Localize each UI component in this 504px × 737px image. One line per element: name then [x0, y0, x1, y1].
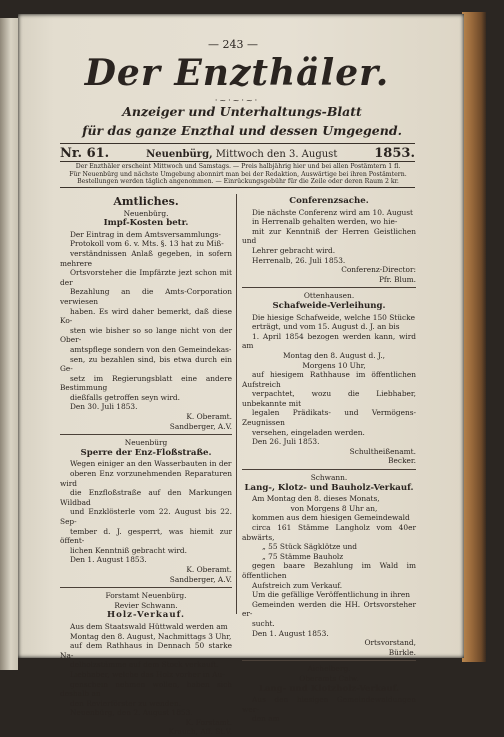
article-place: Neuenbürg.: [123, 208, 169, 218]
issue-number: Nr. 61.: [60, 146, 110, 161]
body-line: gegen baare Bezahlung im Wald im öffentlichen: [242, 561, 416, 580]
body-line: Morgens 10 Uhr,: [302, 360, 366, 370]
body-line: amtspflege sondern von den Gemeindekas-: [70, 344, 232, 354]
body-line: Lehrer gebracht wird.: [252, 245, 336, 255]
body-line: Um die gefällige Veröffentlichung in ihren: [252, 590, 411, 600]
article-heading: Conferenzsache.: [289, 196, 369, 206]
body-line: haben. Es wird daher bemerkt, daß diese Ko-: [60, 306, 232, 326]
article-place: Ottenhausen.: [303, 291, 355, 301]
article-heading: Schafweide-Verleihung.: [272, 300, 386, 311]
article-body: [242, 313, 416, 438]
issue-year: 1853.: [374, 146, 415, 161]
body-line: Am Montag den 8. dieses Monats,: [252, 494, 380, 504]
article-enz-flossstrasse: [60, 438, 232, 584]
article-separator: [242, 660, 416, 661]
masthead-subtitle-2: für das ganze Enzthal und dessen Umgegend.: [82, 123, 402, 138]
article-office: K. Oberamt.: [186, 564, 232, 574]
article-body: [60, 230, 232, 403]
body-line: oberen Enz vorzunehmenden Reparaturen wird: [60, 469, 232, 488]
notice-line: Für Neuenbürg und nächste Umgebung abonnirt man bei der Redaktion, Auswärtige bei ihren Postämtern.: [69, 170, 407, 178]
article-place-2: Revier Schwann.: [114, 600, 178, 610]
article-office: Schultheißenamt.: [349, 446, 416, 456]
body-line: mit zur Kenntniß der Herren Geistlichen und: [242, 226, 416, 246]
body-line: delholzstämme auf dem Stock verkauft.: [70, 660, 219, 670]
article-date: Den 1. August 1853.: [70, 555, 147, 565]
article-signer: Bürkle.: [388, 647, 416, 657]
body-line: tember d. J. gesperrt, was hiemit zur öffent-: [60, 526, 232, 546]
article-heading: Lang-, Klotz- und Bauholz-Verkauf.: [244, 482, 414, 493]
header-rule-bottom: [60, 187, 415, 188]
body-line: den Revierförster zu wenden.: [70, 698, 182, 708]
body-line: Wegen einiger an den Wasserbauten in der: [70, 459, 232, 469]
article-body: [242, 208, 416, 256]
body-line: genschein nehmen wollen, haben sich deshalb an: [60, 679, 232, 699]
article-signer: Becker.: [388, 456, 416, 466]
issue-date: Mittwoch den 3. August: [215, 149, 338, 160]
issue-place-date: [146, 149, 337, 160]
body-line: Ortsvorsteher die Impfärzte jezt schon mit der: [60, 268, 232, 287]
right-column: [242, 196, 416, 724]
body-line: 1. April 1854 bezogen werden kann, wird am: [242, 331, 416, 351]
header-rule-mid: [60, 161, 415, 162]
body-line: die Enzfloßstraße auf den Markungen Wildbad: [60, 488, 232, 507]
body-line: den am: [252, 714, 280, 724]
article-signer: Pfr. Blum.: [378, 274, 416, 284]
article-signer: Sandberger, A.V.: [169, 421, 232, 431]
article-separator: [242, 287, 416, 288]
body-line: Protokoll vom 6. v. Mts. §. 13 hat zu Miß-: [70, 239, 224, 249]
article-date: Den 26. Juli 1853.: [252, 437, 320, 447]
article-signer: Sandberger, A.V.: [169, 574, 232, 584]
notice-line: Bestellungen werden täglich angenommen. — Einrückungsgebühr für die Zeile oder deren Raum 2 kr.: [77, 178, 399, 186]
article-date: Den 1. August 1853.: [252, 628, 329, 638]
article-separator: [60, 587, 232, 588]
article-date: Den 30. Juli 1853.: [70, 402, 138, 412]
subscription-notice: [62, 163, 414, 186]
article-date: Herrenalb, 26. Juli 1853.: [252, 255, 346, 265]
body-line: legalen Prädikats- und Vermögens-Zeugnissen: [242, 408, 416, 428]
body-line: setz im Regierungsblatt eine andere Bestimmung: [60, 373, 232, 393]
article-separator: [60, 434, 232, 435]
book-binding-edge: [462, 12, 486, 662]
article-body: [242, 494, 416, 628]
body-line: Die hiesige Schafweide, welche 150 Stücke: [252, 312, 416, 322]
article-place: Neuenbürg: [124, 438, 168, 448]
column-divider: [236, 194, 237, 614]
body-line: Liebhaber, welche das Holz vorher in Au-: [70, 669, 225, 679]
masthead-title: Der Enzthäler.: [84, 52, 390, 94]
body-line: Aufstreich zum Verkauf.: [252, 580, 343, 590]
body-line: auf hiesigem Rathhause im öffentlichen Aufstreich: [242, 370, 416, 389]
body-line: Aus dem Staatswald Hüttwald werden am: [70, 621, 228, 631]
notice-line: Der Enzthäler erscheint Mittwoch und Samstags. — Preis halbjährig hier und bei allen Postämtern 1 fl.: [75, 163, 401, 170]
body-line: verständnissen Anlaß gegeben, in sofern mehrere: [60, 248, 232, 268]
body-line: Montag den 8. August d. J.,: [282, 350, 386, 360]
article-body: [242, 695, 416, 724]
body-line: „ 75 Stämme Bauholz: [262, 551, 344, 561]
body-line: sten wie bisher so so lange nicht von der Ober-: [60, 325, 232, 345]
masthead-ornament: ·~·~·~·: [214, 96, 260, 105]
body-line: „ 55 Stück Sägklötze und: [262, 542, 358, 552]
body-line: Bezahlung an die Amts-Corporation verwiesen: [60, 287, 232, 306]
body-line: verpachtet, wozu die Liebhaber, unbekannte mit: [242, 389, 416, 408]
body-line: Montag den 8. August, Nachmittags 3 Uhr,: [70, 631, 232, 641]
article-place: Aichelberg.: [307, 664, 351, 674]
body-line: Aus den hiesigen Gemeindewaldungen wer-: [242, 695, 416, 714]
body-line: lichen Kenntniß gebracht wird.: [70, 545, 188, 555]
article-schafweide: [242, 291, 416, 466]
article-heading: Impf-Kosten betr.: [103, 218, 189, 229]
body-line: von Morgens 8 Uhr an,: [290, 503, 378, 513]
left-column: [60, 196, 232, 737]
body-line: in Herrenalb gehalten werden, wo hie-: [252, 217, 398, 227]
article-signer: Krauch, Aff. St.V.: [168, 727, 232, 737]
article-body: [60, 459, 232, 555]
body-line: Der Eintrag in dem Amtsversammlungs-: [70, 229, 221, 239]
body-line: versehen, eingeladen werden.: [252, 427, 365, 437]
article-heading: Holz-Verkauf.: [107, 610, 185, 621]
body-line: auf dem Rathhaus in Dennach 50 starke Na-: [60, 641, 232, 660]
body-line: und Enzklösterle vom 22. August bis 22. Sep-: [60, 507, 232, 526]
article-heading: Sperre der Enz-Floßstraße.: [80, 447, 212, 458]
article-office: K. Forstamt.: [185, 717, 232, 727]
body-line: sen, zu bezahlen sind, bis etwa durch ein Ge-: [60, 354, 232, 374]
article-bauholz-verkauf: [242, 473, 416, 657]
header-rule-top: [60, 143, 415, 144]
article-place: Forstamt Neuenbürg.: [105, 591, 187, 601]
article-klotzholz-verkauf: [242, 664, 416, 724]
body-line: circa 161 Stämme Langholz vom 40er abwärts,: [242, 523, 416, 542]
previous-page-edge: [0, 18, 18, 670]
masthead-subtitle-1: Anzeiger und Unterhaltungs-Blatt: [122, 104, 362, 119]
issue-line: [60, 146, 415, 161]
article-impf-kosten: [60, 209, 232, 432]
page-number: — 243 —: [208, 38, 258, 51]
article-holz-verkauf: [60, 591, 232, 737]
article-office: Ortsvorstand,: [364, 638, 416, 648]
article-date: Neuenbürg, den 2. August 1853.: [70, 708, 193, 718]
body-line: dießfalls getroffen seyn wird.: [70, 392, 180, 402]
article-place: Schwann.: [310, 473, 348, 483]
body-line: kommen aus dem hiesigen Gemeindewald: [252, 513, 410, 523]
issue-place: Neuenbürg,: [146, 149, 213, 160]
article-body: [60, 622, 232, 708]
article-office: Conferenz-Director:: [341, 265, 416, 275]
article-place-2: Oberamts Calw.: [299, 673, 359, 683]
article-office: K. Oberamt.: [186, 412, 232, 422]
body-line: Die nächste Conferenz wird am 10. August: [252, 207, 413, 217]
body-line: erträgt, und vom 15. August d. J. an bis: [252, 322, 400, 332]
article-separator: [242, 469, 416, 470]
article-conferenzsache: [242, 197, 416, 284]
body-line: sucht.: [252, 618, 275, 628]
article-heading: Lang- und Klotzholz-Verkauf.: [258, 683, 400, 694]
body-line: Gemeinden werden die HH. Ortsvorsteher er-: [242, 599, 416, 619]
section-heading: Amtliches.: [113, 195, 179, 208]
